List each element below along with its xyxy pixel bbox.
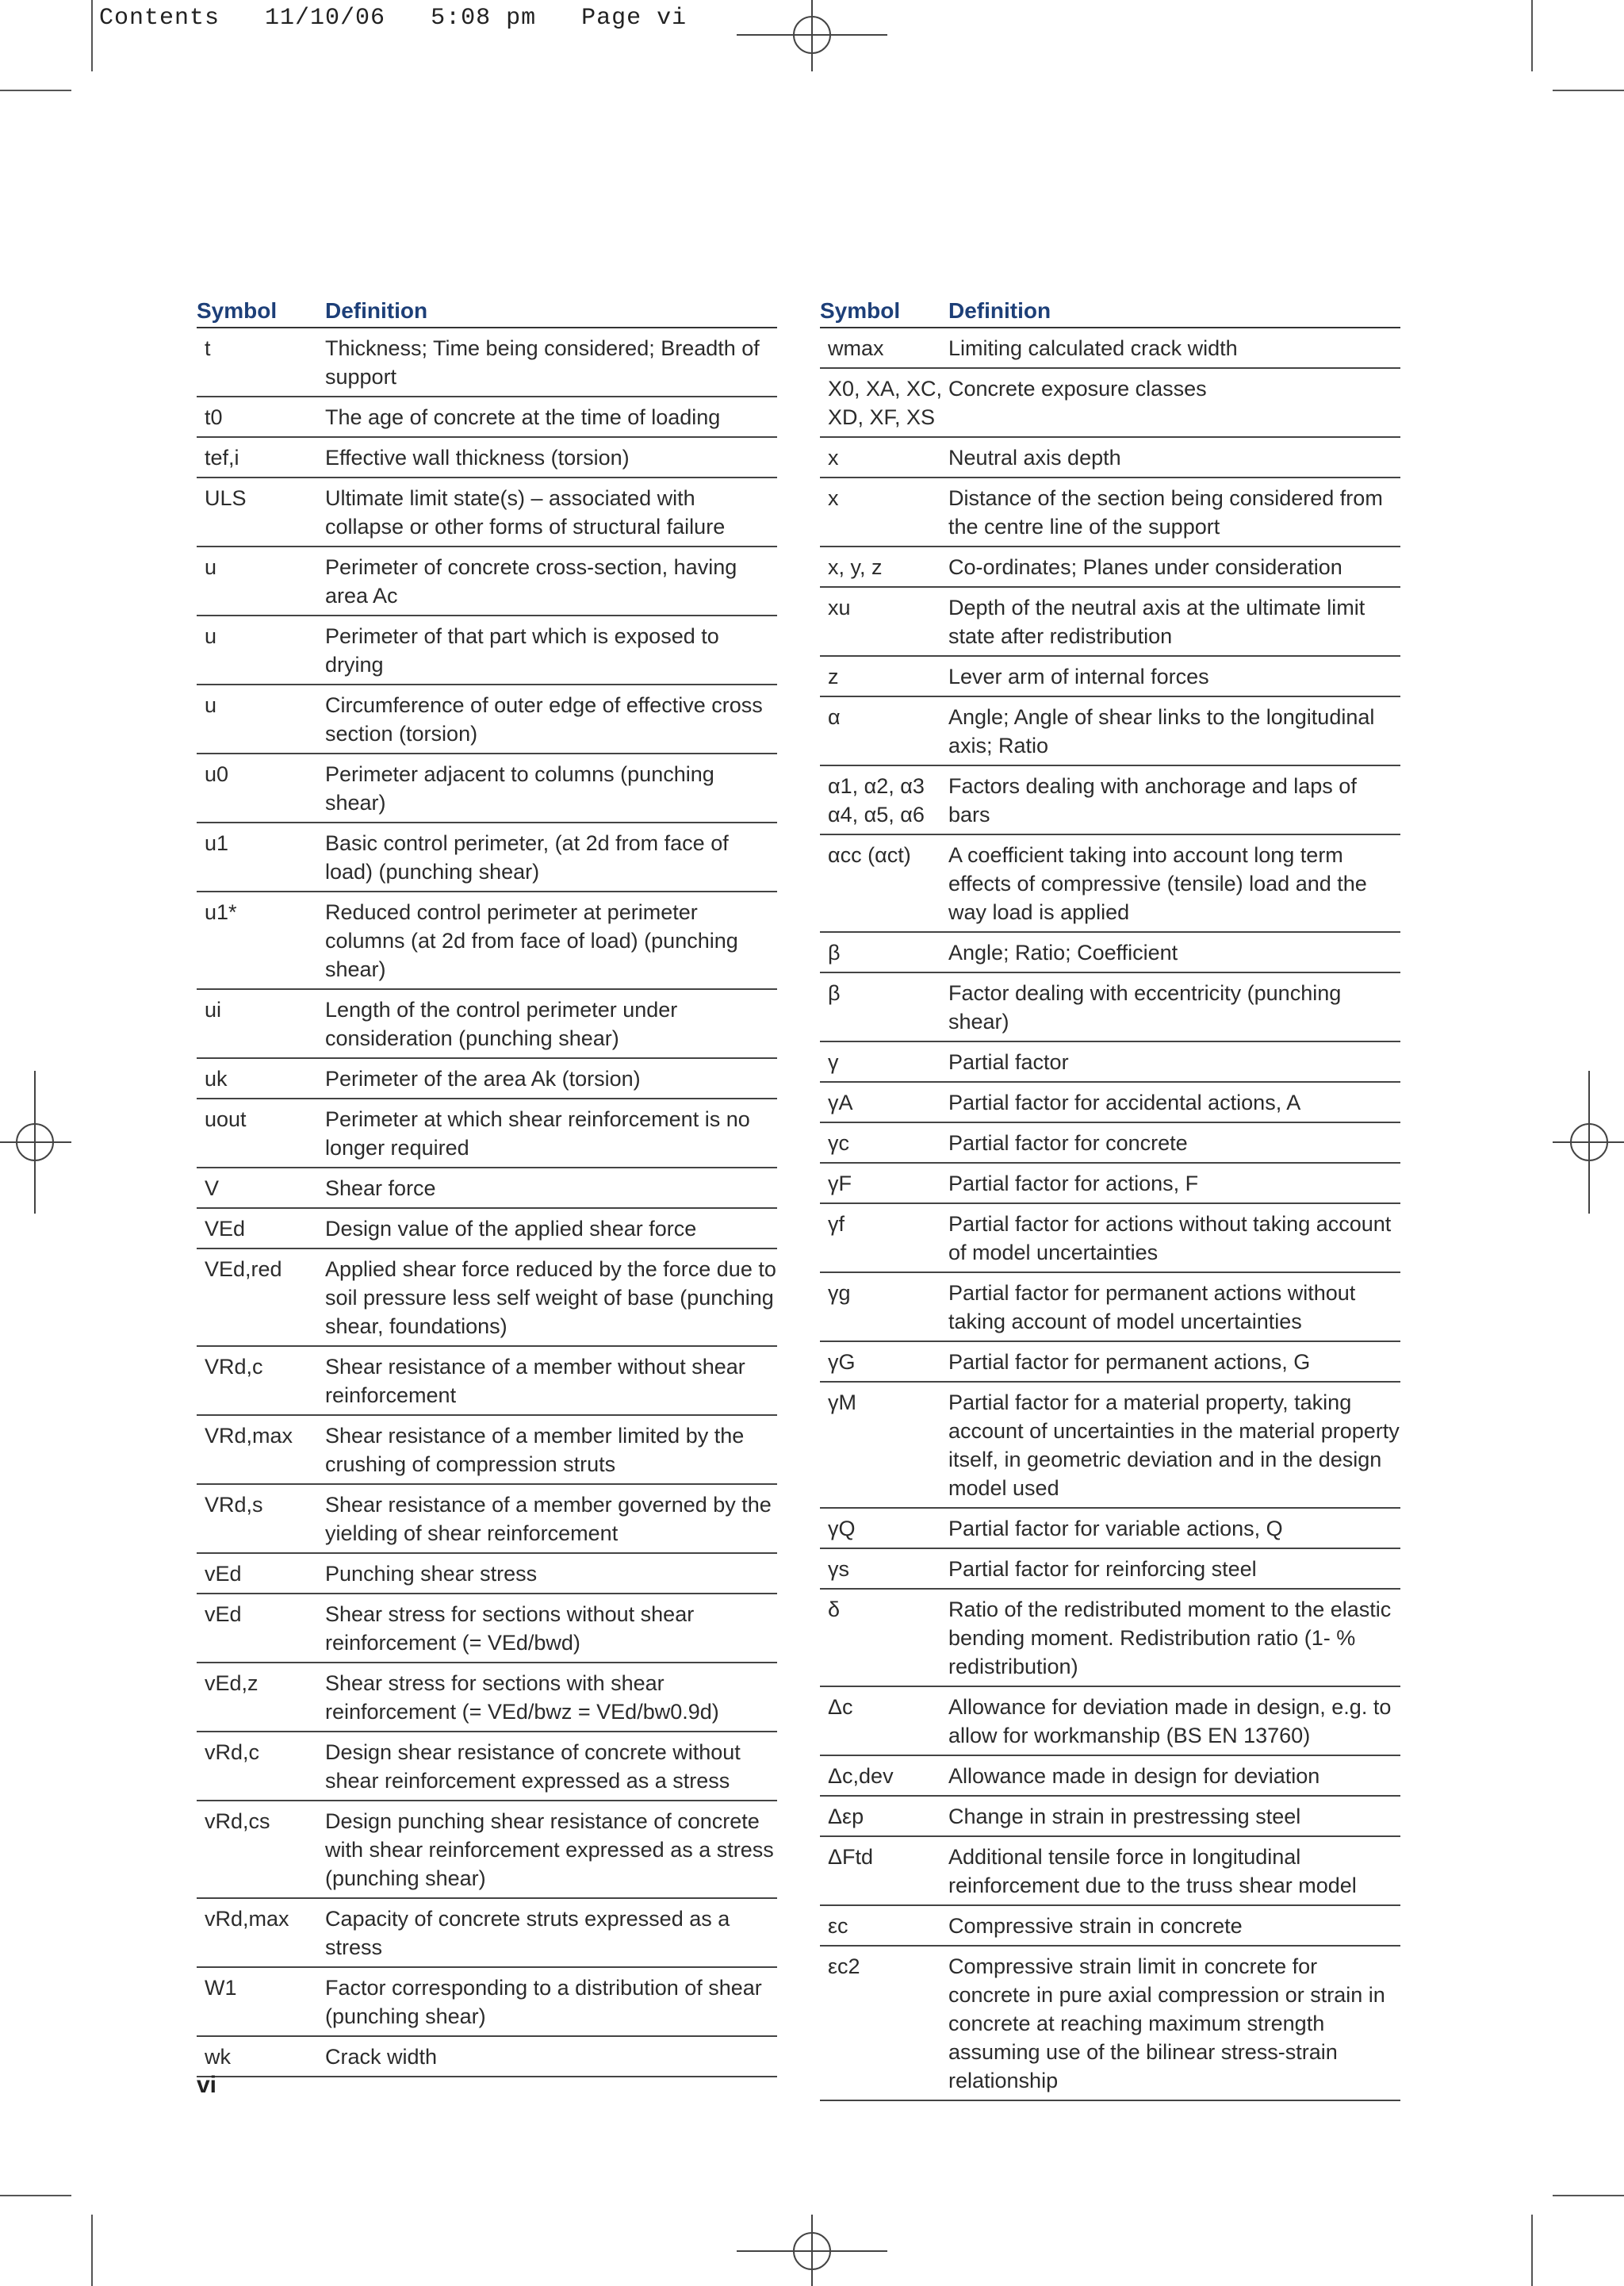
symbol-cell: x [820,437,948,478]
symbol-cell: xu [820,587,948,656]
table-row [197,823,777,892]
table-row [820,1122,1400,1163]
definition-cell: Perimeter of concrete cross-section, having area Ac [325,547,777,616]
symbol-cell: ΔFtd [820,1836,948,1905]
table-row [197,397,777,437]
definition-cell: Concrete exposure classes [948,368,1400,437]
table-row [820,368,1400,437]
table-row [820,1082,1400,1122]
table-row [820,1589,1400,1686]
definition-cell: Limiting calculated crack width [948,328,1400,368]
symbol-cell: V [197,1168,325,1208]
definition-cell: The age of concrete at the time of loading [325,397,777,437]
definition-cell: Ratio of the redistributed moment to the elastic bending moment. Redistribution ratio (1- % redistribution) [948,1589,1400,1686]
table-row [197,1898,777,1967]
definition-cell: Design shear resistance of concrete without shear reinforcement expressed as a stress [325,1732,777,1801]
symbol-cell: t [197,328,325,397]
definition-cell: Angle; Angle of shear links to the longitudinal axis; Ratio [948,696,1400,765]
symbol-cell: z [820,656,948,696]
definition-cell: Design punching shear resistance of concrete with shear reinforcement expressed as a stress (punching shear) [325,1801,777,1898]
table-row [820,547,1400,587]
definition-cell: Lever arm of internal forces [948,656,1400,696]
symbols-table-left [197,298,777,2077]
crop-mark-top-left-v [91,0,93,71]
symbol-cell: u [197,547,325,616]
crop-mark-bottom-right-h [1553,2195,1624,2196]
table-row [820,1946,1400,2100]
definition-cell: Partial factor for accidental actions, A [948,1082,1400,1122]
table-row [820,1508,1400,1548]
symbol-cell: ui [197,989,325,1058]
page-number: vi [197,2072,217,2098]
definition-cell: Partial factor [948,1041,1400,1082]
definition-cell: Partial factor for actions without taking account of model uncertainties [948,1203,1400,1272]
definition-cell: Shear resistance of a member governed by the yielding of shear reinforcement [325,1484,777,1553]
crop-mark-bottom-right-v [1531,2215,1533,2286]
symbol-cell: β [820,932,948,972]
symbol-cell: δ [820,1589,948,1686]
table-row [820,478,1400,547]
symbol-cell: γG [820,1341,948,1382]
table-row [197,616,777,685]
symbol-cell: α [820,696,948,765]
definition-column-header: Definition [325,298,777,328]
table-row [820,1203,1400,1272]
table-row [197,754,777,823]
table-row [820,1905,1400,1946]
symbol-cell: x [820,478,948,547]
definition-cell: Capacity of concrete struts expressed as a stress [325,1898,777,1967]
symbol-cell: γQ [820,1508,948,1548]
definition-cell: Partial factor for permanent actions, G [948,1341,1400,1382]
definition-cell: Perimeter adjacent to columns (punching shear) [325,754,777,823]
definition-cell: Co-ordinates; Planes under consideration [948,547,1400,587]
symbol-cell: Δc,dev [820,1755,948,1796]
symbol-cell: VEd [197,1208,325,1248]
symbol-cell: γf [820,1203,948,1272]
definition-cell: Length of the control perimeter under consideration (punching shear) [325,989,777,1058]
table-row [820,932,1400,972]
definition-cell: Distance of the section being considered from the centre line of the support [948,478,1400,547]
definition-cell: Crack width [325,2036,777,2077]
table-row [820,972,1400,1041]
symbol-cell: α1, α2, α3 α4, α5, α6 [820,765,948,834]
definition-cell: Factor corresponding to a distribution of shear (punching shear) [325,1967,777,2036]
definition-cell: Perimeter of that part which is exposed to drying [325,616,777,685]
symbol-cell: γF [820,1163,948,1203]
symbol-cell: VRd,max [197,1415,325,1484]
symbol-cell: wk [197,2036,325,2077]
table-row [197,1058,777,1099]
definition-cell: Perimeter at which shear reinforcement is no longer required [325,1099,777,1168]
symbol-cell: tef,i [197,437,325,478]
table-row [197,1663,777,1732]
table-row [197,1594,777,1663]
table-row [820,1548,1400,1589]
definition-cell: Factor dealing with eccentricity (punching shear) [948,972,1400,1041]
table-row [197,892,777,989]
table-row [197,989,777,1058]
symbols-table-left-body [197,328,777,2077]
symbol-cell: uout [197,1099,325,1168]
definition-cell: Factors dealing with anchorage and laps of bars [948,765,1400,834]
definition-cell: Allowance for deviation made in design, e.g. to allow for workmanship (BS EN 13760) [948,1686,1400,1755]
symbol-cell: u [197,685,325,754]
crop-mark-top-left-h [0,90,71,91]
definition-cell: Compressive strain in concrete [948,1905,1400,1946]
crop-mark-top-right-v [1531,0,1533,71]
symbol-cell: εc [820,1905,948,1946]
symbol-cell: VRd,c [197,1346,325,1415]
table-row [197,1553,777,1594]
definition-cell: Reduced control perimeter at perimeter columns (at 2d from face of load) (punching shear) [325,892,777,989]
symbol-cell: Δεp [820,1796,948,1836]
symbol-cell: γ [820,1041,948,1082]
table-row [820,1836,1400,1905]
symbol-cell: ULS [197,478,325,547]
table-row [197,1967,777,2036]
symbol-cell: γA [820,1082,948,1122]
definition-cell: Neutral axis depth [948,437,1400,478]
table-row [197,1484,777,1553]
symbol-cell: αcc (αct) [820,834,948,932]
definition-column-header: Definition [948,298,1400,328]
definition-cell: Ultimate limit state(s) – associated with collapse or other forms of structural failure [325,478,777,547]
symbol-cell: u0 [197,754,325,823]
definition-cell: Partial factor for reinforcing steel [948,1548,1400,1589]
symbol-cell: εc2 [820,1946,948,2100]
table-row [820,1686,1400,1755]
definition-cell: Change in strain in prestressing steel [948,1796,1400,1836]
symbol-cell: X0, XA, XC, XD, XF, XS [820,368,948,437]
table-row [820,696,1400,765]
table-row [197,437,777,478]
table-row [197,1732,777,1801]
definition-cell: Allowance made in design for deviation [948,1755,1400,1796]
table-row [820,587,1400,656]
symbol-cell: γM [820,1382,948,1508]
crop-mark-bottom-left-v [91,2215,93,2286]
table-row [820,1755,1400,1796]
table-row [820,1382,1400,1508]
symbol-cell: uk [197,1058,325,1099]
table-row [820,1341,1400,1382]
definition-cell: Design value of the applied shear force [325,1208,777,1248]
definition-cell: Partial factor for permanent actions without taking account of model uncertainties [948,1272,1400,1341]
symbol-cell: vEd [197,1594,325,1663]
definition-cell: Effective wall thickness (torsion) [325,437,777,478]
table-row [197,478,777,547]
symbols-table-right-body [820,328,1400,2100]
table-row [820,1163,1400,1203]
symbol-cell: β [820,972,948,1041]
symbol-cell: u1 [197,823,325,892]
definition-cell: Shear stress for sections with shear reinforcement (= VEd/bwz = VEd/bw0.9d) [325,1663,777,1732]
definition-cell: A coefficient taking into account long term effects of compressive (tensile) load and the way load is applied [948,834,1400,932]
table-row [820,437,1400,478]
symbol-cell: vEd [197,1553,325,1594]
symbol-column-header: Symbol [820,298,948,328]
symbol-cell: u1* [197,892,325,989]
definition-cell: Perimeter of the area Ak (torsion) [325,1058,777,1099]
symbol-cell: x, y, z [820,547,948,587]
definition-cell: Partial factor for a material property, taking account of uncertainties in the material property itself, in geometric deviation and in the design model used [948,1382,1400,1508]
symbol-cell: γc [820,1122,948,1163]
definition-cell: Shear stress for sections without shear reinforcement (= VEd/bwd) [325,1594,777,1663]
definition-cell: Applied shear force reduced by the force due to soil pressure less self weight of base (punching shear, foundations) [325,1248,777,1346]
table-row [820,834,1400,932]
symbol-cell: vEd,z [197,1663,325,1732]
definition-cell: Punching shear stress [325,1553,777,1594]
registration-mark-top [737,0,887,71]
symbol-cell: wmax [820,328,948,368]
symbol-column-header: Symbol [197,298,325,328]
definition-cell: Shear resistance of a member limited by the crushing of compression struts [325,1415,777,1484]
table-row [820,1041,1400,1082]
definition-cell: Thickness; Time being considered; Breadth of support [325,328,777,397]
symbol-cell: vRd,cs [197,1801,325,1898]
table-row [197,328,777,397]
definition-cell: Partial factor for variable actions, Q [948,1508,1400,1548]
definition-cell: Basic control perimeter, (at 2d from face of load) (punching shear) [325,823,777,892]
table-row [197,1248,777,1346]
table-row [197,1801,777,1898]
definition-cell: Depth of the neutral axis at the ultimate limit state after redistribution [948,587,1400,656]
table-row [197,547,777,616]
symbol-cell: vRd,c [197,1732,325,1801]
table-row [820,656,1400,696]
table-row [197,1346,777,1415]
table-row [197,2036,777,2077]
print-slug: Contents 11/10/06 5:08 pm Page vi [99,5,688,32]
definition-cell: Angle; Ratio; Coefficient [948,932,1400,972]
definition-cell: Shear force [325,1168,777,1208]
table-row [820,328,1400,368]
crop-mark-bottom-left-h [0,2195,71,2196]
registration-mark-bottom [737,2215,887,2286]
definition-cell: Partial factor for concrete [948,1122,1400,1163]
definition-cell: Compressive strain limit in concrete for concrete in pure axial compression or strain in concrete at reaching maximum strength assuming use of the bilinear stress-strain relationship [948,1946,1400,2100]
crop-mark-top-right-h [1553,90,1624,91]
table-row [197,1415,777,1484]
definition-cell: Shear resistance of a member without shear reinforcement [325,1346,777,1415]
symbol-cell: Δc [820,1686,948,1755]
symbol-cell: W1 [197,1967,325,2036]
registration-mark-left [0,1071,71,1214]
table-header-row [197,298,777,328]
table-header-row [820,298,1400,328]
table-row [197,685,777,754]
table-row [197,1168,777,1208]
table-row [820,765,1400,834]
symbol-cell: VEd,red [197,1248,325,1346]
definition-cell: Additional tensile force in longitudinal reinforcement due to the truss shear model [948,1836,1400,1905]
definition-cell: Circumference of outer edge of effective cross section (torsion) [325,685,777,754]
symbol-cell: VRd,s [197,1484,325,1553]
definition-cell: Partial factor for actions, F [948,1163,1400,1203]
registration-mark-right [1553,1071,1624,1214]
symbol-cell: t0 [197,397,325,437]
symbol-cell: u [197,616,325,685]
symbols-table-right [820,298,1400,2101]
symbol-cell: vRd,max [197,1898,325,1967]
table-row [820,1796,1400,1836]
table-row [197,1208,777,1248]
symbol-cell: γs [820,1548,948,1589]
table-row [820,1272,1400,1341]
symbol-cell: γg [820,1272,948,1341]
table-row [197,1099,777,1168]
